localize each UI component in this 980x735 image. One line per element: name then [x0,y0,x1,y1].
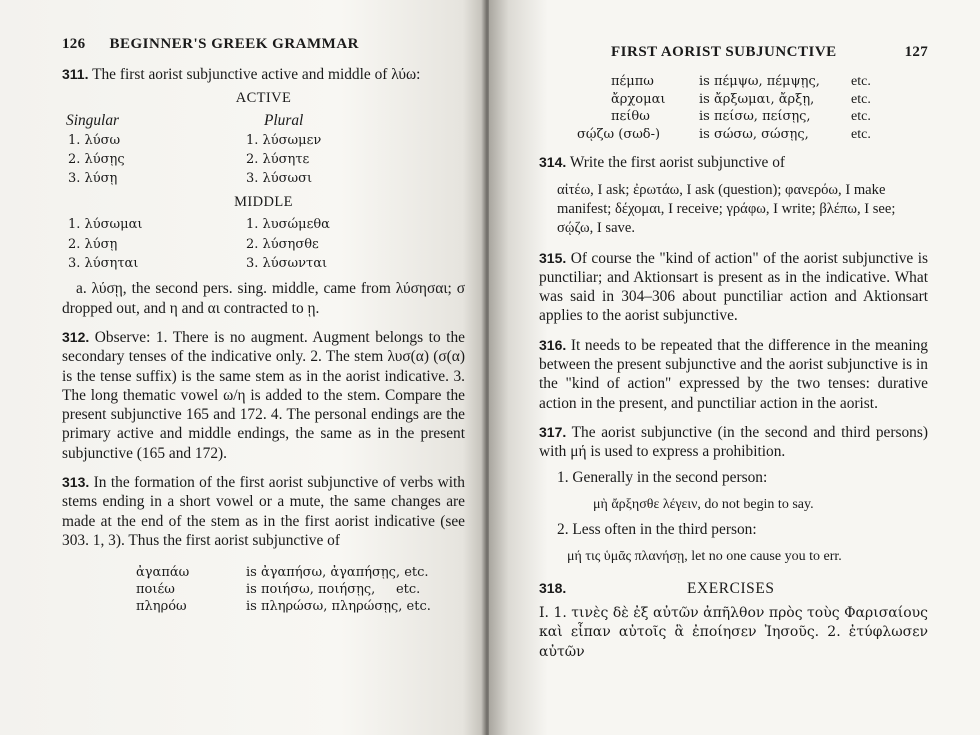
paradigm-cell: 3. λύσωνται [246,256,328,272]
section-314-number: 314. [539,154,567,171]
section-317-item-2: 2. Less often in the third person: [557,520,757,538]
section-317-example-2: μή τις ὑμᾶς πλανήσῃ, let no one cause you to err. [567,549,842,565]
verb-etc: etc. [851,74,871,89]
verb-etc: etc. [851,91,871,107]
paradigm-cell: 1. λύσωμαι [68,217,143,233]
verb-table-left [136,564,465,615]
note-a: a. λύσῃ, the second pers. sing. middle, came from λύσησαι; σ dropped out, and η and αι contracted to ῃ. [62,280,465,317]
verb-lemma: πείθω [611,109,650,125]
section-318-number: 318. [539,580,567,597]
verb-lemma: πληρόω [136,599,187,615]
paradigm-cell: 2. λύσησθε [246,236,319,252]
section-315 [539,249,928,326]
paradigm-cell: 2. λύσῃ [68,236,118,252]
section-317-number: 317. [539,423,567,440]
right-running-head [539,44,928,61]
paradigm-cell: 2. λύσητε [246,151,310,167]
verb-forms: is ἄρξωμαι, ἄρξῃ, [699,91,815,107]
section-316 [539,336,928,413]
verb-lemma: ἄρχομαι [611,91,666,107]
right-page-number: 127 [904,44,928,60]
verb-forms: is πέμψω, πέμψῃς, [699,74,820,89]
verb-table-right [577,73,928,143]
paradigm-cell: 3. λύσηται [68,256,139,272]
section-314-words: αἰτέω, I ask; ἐρωτάω, I ask (question); φανερόω, I make manifest; δέχομαι, I receive; γράφω, I write; βλέπω, I see; σῴζω, I save. [557,181,896,237]
middle-label: MIDDLE [234,194,293,211]
section-311 [62,65,465,84]
paradigm-cell: 2. λύσῃς [68,151,125,167]
active-label: ACTIVE [235,90,292,107]
verb-lemma: πέμπω [611,74,654,89]
verb-lemma: ποιέω [136,582,175,598]
verb-etc: etc. [851,126,871,142]
right-running-title: FIRST AORIST SUBJUNCTIVE [611,44,837,60]
left-page-number: 126 [62,36,86,52]
section-314-text: Write the first aorist subjunctive of [569,154,786,172]
left-running-head [62,36,465,53]
section-315-number: 315. [539,249,567,266]
section-316-number: 316. [539,336,567,353]
paradigm-cell: 1. λύσωμεν [246,132,322,148]
active-paradigm [66,111,465,188]
section-313-number: 313. [62,474,90,491]
verb-forms: is σώσω, σώσῃς, [699,126,809,142]
right-page [489,0,980,735]
verb-lemma: σῴζω (σωδ-) [577,126,661,142]
section-313-text: In the formation of the first aorist subjunctive of verbs with stems ending in a short vowel or a mute, the same changes are made at the end of the stem as in the first aorist indicative (see 303. 1, 3). Thus the first aorist subjunctive of [62,474,465,549]
section-317-text: The aorist subjunctive (in the second and third persons) with μή is used to express a prohibition. [539,423,928,461]
verb-lemma: ἀγαπάω [136,565,190,581]
verb-forms: is πληρώσω, πληρώσῃς, etc. [246,599,431,615]
section-316-text: It needs to be repeated that the difference in the meaning between the present subjunctive and the aorist subjunctive is in the "kind of action" expressed by the two tenses: durative action in the present, and punctiliar action in the aorist. [539,336,928,412]
section-317 [539,423,928,462]
section-315-text: Of course the "kind of action" of the aorist subjunctive is punctiliar; and Aktionsart is present as in the indicative. What was said in 304–306 about punctiliar action and Aktionsart applies to the aorist subjunctive. [539,249,928,325]
exercise-text: I. 1. τινὲς δὲ ἐξ αὐτῶν ἀπῆλθον πρὸς τοὺς Φαρισαίους καὶ εἶπαν αὐτοῖς ἃ ἐποίησεν Ἰησοῦς. 2. ἐτύφλωσεν αὐτῶν [539,605,928,660]
exercises-title: EXERCISES [687,580,775,598]
middle-paradigm [66,215,465,273]
paradigm-cell: 3. λύσῃ [68,171,118,187]
paradigm-cell: 1. λύσω [68,132,121,148]
section-313 [62,473,465,550]
section-312-text: Observe: 1. There is no augment. Augment belongs to the secondary tenses of the indicative only. 2. The stem λυσ(α) (σ(α) is the tense suffix) is the same stem as in the aorist indicative. 3. The long thematic vowel ω/η is added to the stem. Compare the present subjunctive 165 and 172. 4. The personal endings are the primary active and middle endings, the same as in the present subjunctive (165 and 172). [62,328,465,462]
section-314 [539,153,928,172]
verb-etc: etc. [851,109,871,125]
left-page [0,0,487,735]
section-318-heading [539,580,928,598]
paradigm-cell: 1. λυσώμεθα [246,217,330,233]
section-312 [62,328,465,463]
verb-forms: is ἀγαπήσω, ἀγαπήσῃς, etc. [246,565,429,581]
singular-label: Singular [66,112,120,130]
section-317-example-1: μὴ ἄρξησθε λέγειν, do not begin to say. [593,496,814,512]
section-311-text: The first aorist subjunctive active and middle of λύω: [92,66,421,83]
verb-forms: is πείσω, πείσῃς, [699,109,811,125]
section-317-item-1: 1. Generally in the second person: [557,468,768,486]
section-312-number: 312. [62,328,90,345]
paradigm-cell: 3. λύσωσι [246,171,313,187]
verb-forms: is ποιήσω, ποιήσῃς, etc. [246,582,421,598]
left-running-title: BEGINNER'S GREEK GRAMMAR [109,36,359,52]
plural-label: Plural [264,112,304,130]
section-311-number: 311. [62,66,89,82]
